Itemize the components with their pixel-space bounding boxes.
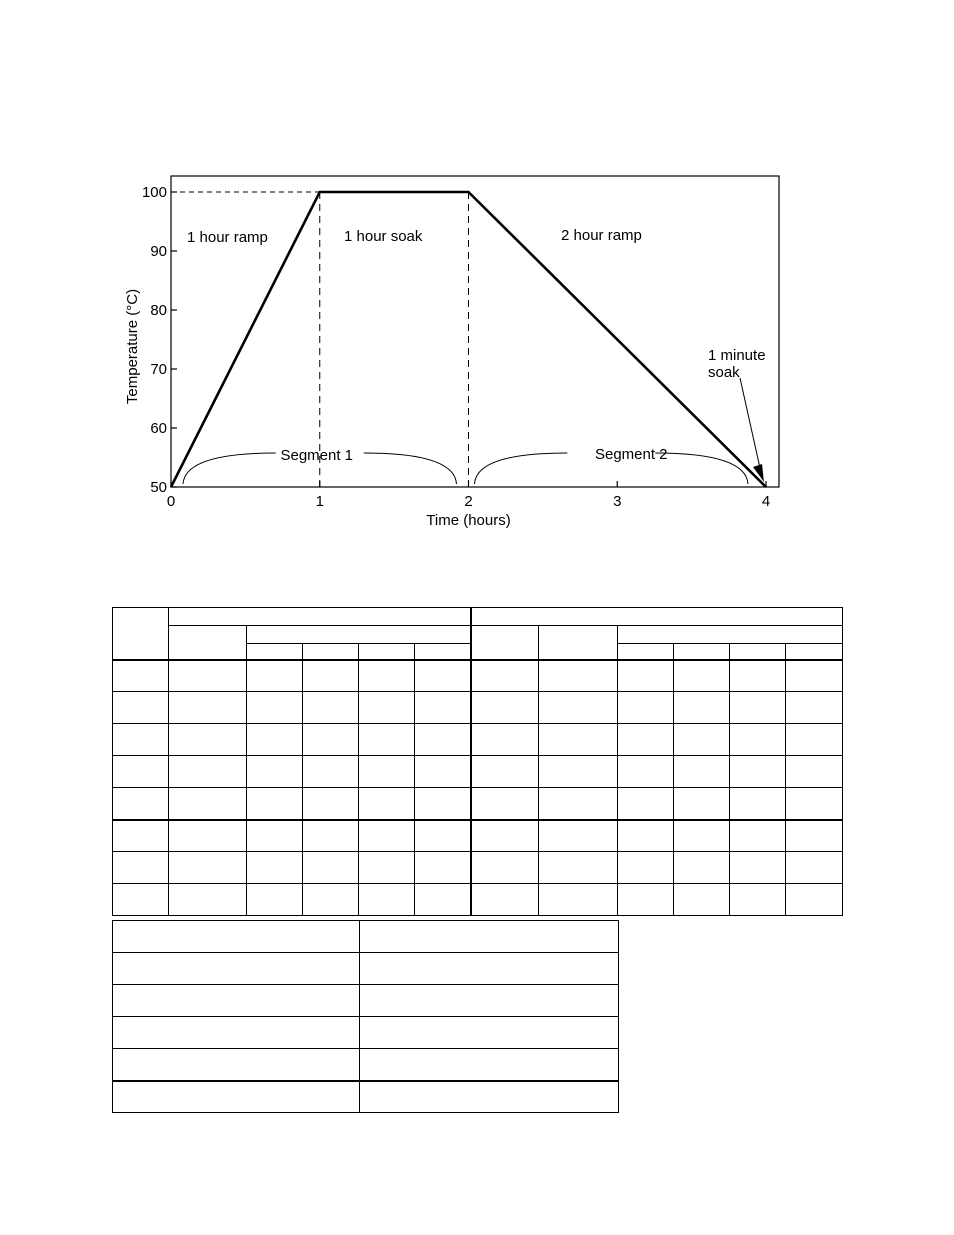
table-row — [113, 788, 843, 820]
annotation-ramp1: 1 hour ramp — [187, 229, 268, 246]
table-cell — [113, 608, 169, 660]
table-cell — [247, 884, 303, 916]
table-cell — [730, 724, 786, 756]
table-cell — [359, 852, 415, 884]
table-cell — [539, 692, 618, 724]
table-cell — [471, 820, 539, 852]
y-tick-label: 80 — [150, 302, 167, 319]
y-tick-label: 50 — [150, 479, 167, 496]
table-cell — [786, 788, 843, 820]
table-row — [113, 756, 843, 788]
table-cell — [360, 953, 619, 985]
table-cell — [247, 626, 471, 644]
plot-frame — [171, 176, 779, 487]
annotation-ramp2: 2 hour ramp — [561, 227, 642, 244]
table-cell — [359, 884, 415, 916]
table-cell — [113, 921, 360, 953]
table-cell — [113, 852, 169, 884]
x-axis-label: Time (hours) — [426, 512, 511, 529]
table-cell — [618, 788, 674, 820]
table-cell — [303, 884, 359, 916]
annotation-soak1: 1 hour soak — [344, 228, 423, 245]
data-grid-table — [112, 607, 843, 916]
table-cell — [247, 820, 303, 852]
table-row — [113, 985, 619, 1017]
y-axis-label: Temperature (°C) — [124, 288, 141, 405]
table-cell — [618, 660, 674, 692]
soak-pointer-line — [740, 378, 760, 468]
table-row — [113, 1081, 619, 1113]
table-cell — [303, 692, 359, 724]
table-cell — [415, 852, 471, 884]
table-cell — [247, 724, 303, 756]
table-cell — [169, 756, 247, 788]
table-row — [113, 852, 843, 884]
y-tick-label: 100 — [141, 184, 167, 201]
table-cell — [359, 692, 415, 724]
table-cell — [730, 660, 786, 692]
x-tick-label: 3 — [613, 493, 622, 510]
table-cell — [674, 820, 730, 852]
table-cell — [786, 724, 843, 756]
table-cell — [359, 644, 415, 660]
table-cell — [113, 756, 169, 788]
table-cell — [730, 820, 786, 852]
table-cell — [618, 852, 674, 884]
table-row — [113, 921, 619, 953]
table-cell — [415, 756, 471, 788]
table-cell — [539, 756, 618, 788]
table-cell — [303, 724, 359, 756]
table-row — [113, 1049, 619, 1081]
table-row — [113, 724, 843, 756]
table-cell — [539, 626, 618, 660]
table-cell — [113, 788, 169, 820]
segment1-label: Segment 1 — [280, 447, 354, 464]
table-cell — [169, 692, 247, 724]
table-cell — [360, 921, 619, 953]
table-cell — [674, 660, 730, 692]
x-tick-label: 2 — [464, 493, 473, 510]
table-cell — [303, 644, 359, 660]
table-cell — [415, 884, 471, 916]
table-cell — [618, 756, 674, 788]
table-row — [113, 820, 843, 852]
annotation-soak2-line2: soak — [708, 364, 740, 381]
segment-brace-right — [655, 453, 748, 484]
table-cell — [247, 756, 303, 788]
table-cell — [471, 724, 539, 756]
table-cell — [359, 788, 415, 820]
y-tick-label: 60 — [150, 420, 167, 437]
table-cell — [303, 852, 359, 884]
table-cell — [360, 1017, 619, 1049]
table-cell — [113, 884, 169, 916]
table-cell — [360, 1081, 619, 1113]
table-cell — [786, 820, 843, 852]
table-cell — [618, 644, 674, 660]
table-cell — [113, 953, 360, 985]
table-cell — [539, 852, 618, 884]
table-cell — [359, 756, 415, 788]
table-cell — [359, 724, 415, 756]
table-row — [113, 1017, 619, 1049]
table-cell — [169, 724, 247, 756]
table-cell — [113, 724, 169, 756]
table-cell — [471, 626, 539, 660]
table-cell — [618, 884, 674, 916]
table-row — [113, 884, 843, 916]
table-cell — [786, 644, 843, 660]
table-cell — [303, 660, 359, 692]
table-cell — [247, 852, 303, 884]
table-cell — [786, 692, 843, 724]
table-cell — [618, 820, 674, 852]
table-cell — [415, 788, 471, 820]
table-cell — [113, 985, 360, 1017]
table-cell — [113, 1017, 360, 1049]
table-cell — [415, 820, 471, 852]
table-cell — [169, 660, 247, 692]
table-cell — [674, 724, 730, 756]
table-cell — [113, 1081, 360, 1113]
table-cell — [730, 756, 786, 788]
table-cell — [539, 660, 618, 692]
temperature-profile-chart — [112, 160, 794, 544]
annotation-soak2-line1: 1 minute — [708, 347, 766, 364]
table-cell — [618, 692, 674, 724]
table-cell — [113, 692, 169, 724]
segment2-label: Segment 2 — [594, 446, 668, 463]
segment-brace-right — [364, 453, 457, 484]
table-cell — [730, 884, 786, 916]
table-cell — [247, 660, 303, 692]
x-tick-label: 1 — [315, 493, 324, 510]
table-cell — [415, 724, 471, 756]
summary-grid-table — [112, 920, 619, 1113]
table-cell — [539, 820, 618, 852]
table-cell — [247, 692, 303, 724]
table-cell — [539, 884, 618, 916]
table-cell — [169, 626, 247, 660]
table-cell — [674, 644, 730, 660]
table-cell — [169, 852, 247, 884]
table-cell — [415, 660, 471, 692]
table-cell — [169, 820, 247, 852]
table-cell — [674, 756, 730, 788]
table-cell — [618, 724, 674, 756]
table-cell — [471, 788, 539, 820]
table-cell — [674, 692, 730, 724]
table-cell — [359, 820, 415, 852]
table-row — [113, 660, 843, 692]
table-cell — [113, 820, 169, 852]
table-cell — [360, 985, 619, 1017]
table-cell — [674, 884, 730, 916]
table-cell — [674, 788, 730, 820]
table-header-row — [113, 608, 843, 626]
table-cell — [786, 660, 843, 692]
table-cell — [471, 756, 539, 788]
table-cell — [539, 788, 618, 820]
table-cell — [169, 788, 247, 820]
table-cell — [618, 626, 843, 644]
table-cell — [415, 692, 471, 724]
table-cell — [113, 1049, 360, 1081]
table-cell — [113, 660, 169, 692]
table-cell — [359, 660, 415, 692]
segment-brace-left — [475, 453, 568, 484]
segment-brace-left — [183, 453, 276, 484]
table-cell — [786, 884, 843, 916]
table-cell — [471, 852, 539, 884]
x-tick-label: 0 — [166, 493, 176, 510]
table-header-row — [113, 626, 843, 644]
table-cell — [471, 608, 843, 626]
table-cell — [674, 852, 730, 884]
table-cell — [471, 660, 539, 692]
table-cell — [786, 852, 843, 884]
table-cell — [730, 692, 786, 724]
table-cell — [247, 788, 303, 820]
table-cell — [247, 644, 303, 660]
y-tick-label: 90 — [150, 243, 167, 260]
table-cell — [303, 756, 359, 788]
table-cell — [169, 884, 247, 916]
chart-panel — [112, 160, 794, 544]
table-cell — [730, 788, 786, 820]
table-cell — [169, 608, 471, 626]
y-tick-label: 70 — [150, 361, 167, 378]
table-cell — [730, 852, 786, 884]
table-row — [113, 953, 619, 985]
table-cell — [415, 644, 471, 660]
table-row — [113, 692, 843, 724]
table-cell — [471, 884, 539, 916]
x-tick-label: 4 — [761, 493, 771, 510]
table-cell — [360, 1049, 619, 1081]
table-cell — [786, 756, 843, 788]
table-cell — [730, 644, 786, 660]
table-cell — [303, 820, 359, 852]
table-cell — [539, 724, 618, 756]
table-cell — [471, 692, 539, 724]
table-cell — [303, 788, 359, 820]
